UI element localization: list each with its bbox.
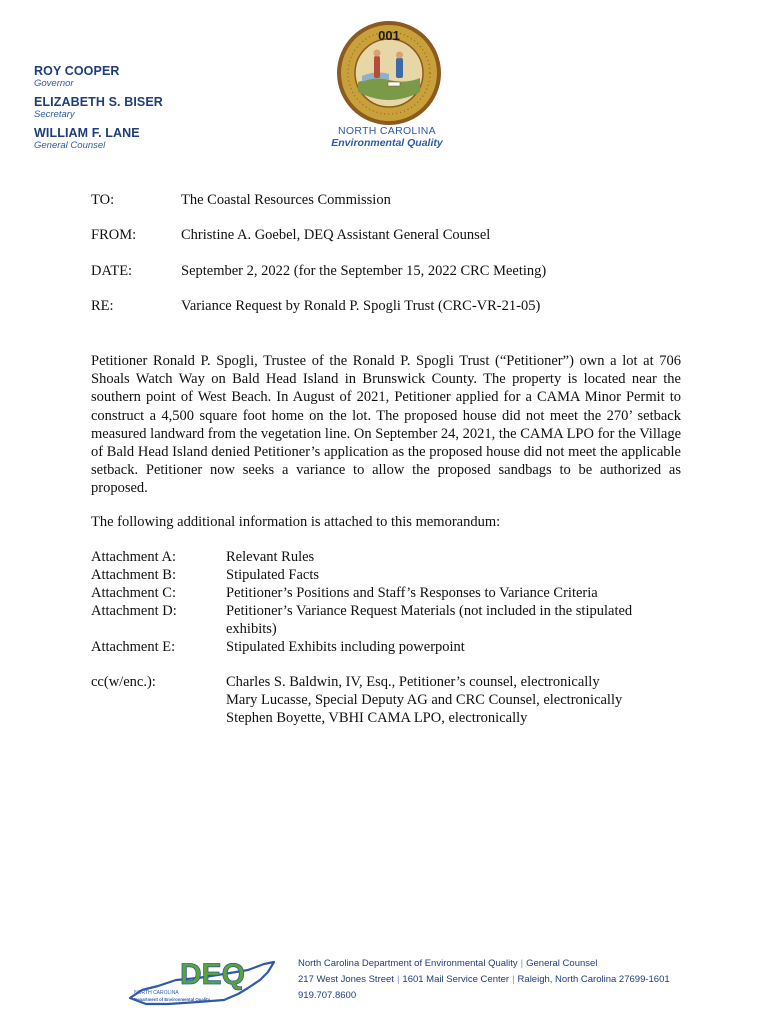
memo-re-label: RE: <box>91 298 114 314</box>
attachment-label: Attachment C: <box>91 585 176 601</box>
footer-separator: | <box>396 974 400 985</box>
attachments-list <box>91 548 666 656</box>
attachment-label: Attachment A: <box>91 549 176 565</box>
footer-address <box>298 956 670 1004</box>
seal-number: 001 <box>378 28 400 43</box>
memo-date-label: DATE: <box>91 263 133 279</box>
official-name: ELIZABETH S. BISER <box>34 95 163 109</box>
footer-mail-center: 1601 Mail Service Center <box>402 974 510 985</box>
footer-separator: | <box>512 974 515 985</box>
official-name: WILLIAM F. LANE <box>34 126 140 140</box>
attachment-description: Stipulated Facts <box>226 567 320 583</box>
official-title: General Counsel <box>34 140 106 151</box>
footer-line-2 <box>298 972 670 988</box>
attachment-description: Relevant Rules <box>226 549 315 565</box>
attachment-item <box>91 638 666 656</box>
attachments-intro: The following additional information is attached to this memorandum: <box>91 514 501 530</box>
deq-logo-department: Department of Environmental Quality <box>134 997 210 1002</box>
official-general-counsel <box>34 126 163 151</box>
memo-to-label: TO: <box>91 192 115 208</box>
memo-re-value: Variance Request by Ronald P. Spogli Trust (CRC-VR-21-05) <box>181 298 541 314</box>
footer-separator: | <box>520 958 524 969</box>
official-secretary <box>34 95 163 120</box>
cc-recipient: Mary Lucasse, Special Deputy AG and CRC Counsel, electronically <box>226 692 623 708</box>
footer-city: Raleigh, North Carolina 27699-1601 <box>517 974 670 985</box>
attachment-description: Stipulated Exhibits including powerpoint <box>226 639 465 655</box>
memo-from-value: Christine A. Goebel, DEQ Assistant General Counsel <box>181 227 491 243</box>
footer-street: 217 West Jones Street <box>298 974 394 985</box>
attachment-label: Attachment E: <box>91 639 176 655</box>
letterhead-officials <box>34 64 163 157</box>
attachment-label: Attachment B: <box>91 567 176 583</box>
footer-office: General Counsel <box>526 958 598 969</box>
cc-recipients <box>226 673 622 727</box>
official-name: ROY COOPER <box>34 64 120 78</box>
footer-department: North Carolina Department of Environmental Quality <box>298 958 518 969</box>
agency-department: Environmental Quality <box>331 137 443 149</box>
deq-logo-text: DEQ <box>180 958 246 991</box>
footer-line-1 <box>298 956 670 972</box>
deq-logo-state: NORTH CAROLINA <box>134 990 179 996</box>
body-paragraph: Petitioner Ronald P. Spogli, Trustee of the Ronald P. Spogli Trust (“Petitioner”) own a lot at 706 Shoals Watch Way on Bald Head Island in Brunswick County. The property is located near the southern point of West Beach. In August of 2021, Petitioner applied for a CAMA Minor Permit to construct a 4,500 square foot home on the lot. The proposed house did not meet the 270’ setback measured landward from the vegetation line. On September 24, 2021, the CAMA LPO for the Village of Bald Head Island denied Petitioner’s application as the proposed house did not meet the applicable setback. Petitioner now seeks a variance to allow the proposed sandbags to be authorized as proposed. <box>91 353 682 497</box>
cc-recipient: Stephen Boyette, VBHI CAMA LPO, electronically <box>226 710 528 726</box>
attachment-description: Petitioner’s Variance Request Materials (not included in the stipulated exhibits) <box>226 603 633 637</box>
attachment-item <box>91 584 666 602</box>
memo-to-value: The Coastal Resources Commission <box>181 192 391 208</box>
cc-recipient: Charles S. Baldwin, IV, Esq., Petitioner’s counsel, electronically <box>226 674 600 690</box>
official-governor <box>34 64 163 89</box>
attachment-item <box>91 602 666 638</box>
attachment-label: Attachment D: <box>91 603 177 619</box>
cc-label: cc(w/enc.): <box>91 674 156 690</box>
attachment-item <box>91 566 666 584</box>
state-seal-icon <box>336 20 442 126</box>
attachment-item <box>91 548 666 566</box>
memo-from-label: FROM: <box>91 227 137 243</box>
attachment-description: Petitioner’s Positions and Staff’s Responses to Variance Criteria <box>226 585 598 601</box>
memo-date-value: September 2, 2022 (for the September 15, 2022 CRC Meeting) <box>181 263 547 279</box>
official-title: Governor <box>34 78 74 89</box>
agency-wordmark <box>322 125 452 149</box>
official-title: Secretary <box>34 109 75 120</box>
footer-phone: 919.707.8600 <box>298 990 357 1001</box>
deq-logo-icon <box>128 950 278 1008</box>
agency-state: NORTH CAROLINA <box>338 125 436 137</box>
cc-block <box>91 673 622 727</box>
